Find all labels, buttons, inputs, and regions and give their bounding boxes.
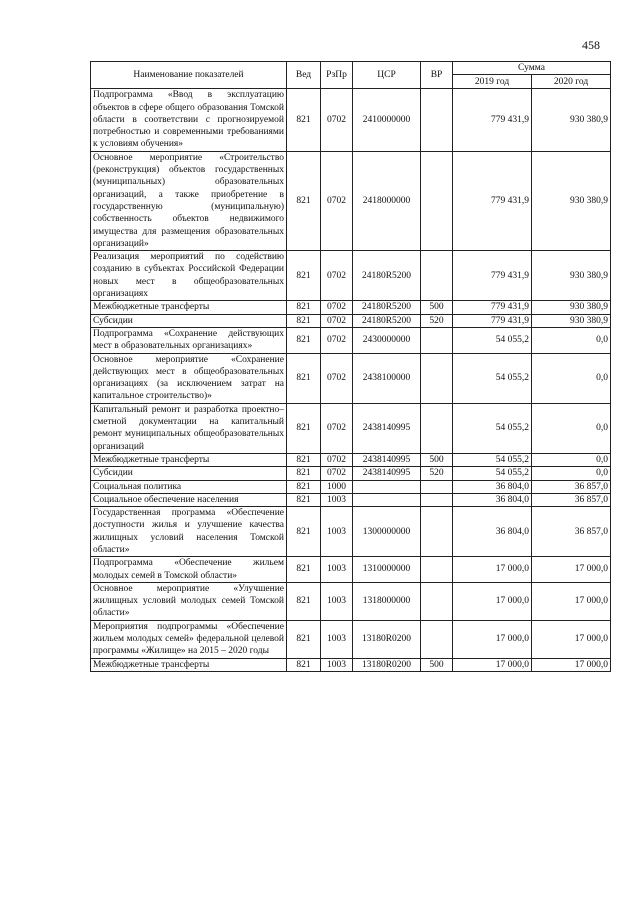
table-row	[91, 314, 611, 327]
row-csr: 1300000000	[353, 507, 421, 557]
row-name: Субсидии	[91, 314, 287, 327]
row-vr	[421, 251, 453, 301]
table-row	[91, 403, 611, 453]
row-amount-2020: 0,0	[532, 467, 611, 480]
table-row	[91, 507, 611, 557]
row-name: Подпрограмма «Сохранение действующих мест в образовательных организациях»	[91, 327, 287, 353]
row-vr	[421, 327, 453, 353]
header-ved: Вед	[287, 62, 321, 89]
row-csr: 2438140995	[353, 453, 421, 466]
row-rzpr: 0702	[321, 353, 353, 403]
row-name: Межбюджетные трансферты	[91, 301, 287, 314]
row-csr: 13180R0200	[353, 620, 421, 658]
row-amount-2019: 17 000,0	[453, 620, 532, 658]
row-vr	[421, 403, 453, 453]
row-amount-2019: 36 804,0	[453, 480, 532, 493]
row-ved: 821	[287, 89, 321, 151]
row-ved: 821	[287, 151, 321, 250]
table-row	[91, 327, 611, 353]
header-csr: ЦСР	[353, 62, 421, 89]
table-row	[91, 353, 611, 403]
row-amount-2019: 54 055,2	[453, 353, 532, 403]
row-vr: 500	[421, 658, 453, 671]
budget-table	[90, 61, 611, 672]
row-amount-2019: 17 000,0	[453, 557, 532, 583]
row-ved: 821	[287, 314, 321, 327]
row-amount-2020: 0,0	[532, 403, 611, 453]
row-rzpr: 0702	[321, 403, 353, 453]
row-rzpr: 1003	[321, 493, 353, 506]
row-name: Социальная политика	[91, 480, 287, 493]
row-name: Межбюджетные трансферты	[91, 453, 287, 466]
row-ved: 821	[287, 353, 321, 403]
row-amount-2020: 930 380,9	[532, 314, 611, 327]
row-vr	[421, 582, 453, 620]
row-csr: 2430000000	[353, 327, 421, 353]
row-csr: 24180R5200	[353, 314, 421, 327]
row-amount-2020: 17 000,0	[532, 620, 611, 658]
row-name: Основное мероприятие «Строительство (реконструкция) объектов государственных (муниципальных) образовательных организаций, а также приобретение в государственную (муниципальную) собственность объектов недвижимого имущества для размещения образовательных организаций»	[91, 151, 287, 250]
row-csr: 2410000000	[353, 89, 421, 151]
table-row	[91, 557, 611, 583]
row-amount-2019: 17 000,0	[453, 582, 532, 620]
row-rzpr: 1003	[321, 658, 353, 671]
row-rzpr: 1000	[321, 480, 353, 493]
row-amount-2020: 930 380,9	[532, 251, 611, 301]
row-rzpr: 0702	[321, 467, 353, 480]
row-amount-2020: 0,0	[532, 327, 611, 353]
row-amount-2020: 930 380,9	[532, 89, 611, 151]
row-amount-2019: 779 431,9	[453, 151, 532, 250]
row-ved: 821	[287, 467, 321, 480]
row-vr	[421, 493, 453, 506]
row-name: Социальное обеспечение населения	[91, 493, 287, 506]
header-summa: Сумма	[453, 62, 611, 75]
row-csr	[353, 480, 421, 493]
row-name: Подпрограмма «Ввод в эксплуатацию объектов в сфере общего образования Томской области в соответствии с прогнозируемой потребностью и современными требованиями к условиям обучения»	[91, 89, 287, 151]
row-vr: 520	[421, 314, 453, 327]
row-rzpr: 0702	[321, 89, 353, 151]
row-rzpr: 0702	[321, 453, 353, 466]
row-amount-2020: 930 380,9	[532, 301, 611, 314]
row-amount-2020: 17 000,0	[532, 658, 611, 671]
row-ved: 821	[287, 327, 321, 353]
row-amount-2019: 54 055,2	[453, 467, 532, 480]
row-csr: 13180R0200	[353, 658, 421, 671]
row-name: Субсидии	[91, 467, 287, 480]
row-rzpr: 1003	[321, 507, 353, 557]
row-amount-2019: 54 055,2	[453, 403, 532, 453]
table-row	[91, 480, 611, 493]
row-amount-2019: 54 055,2	[453, 327, 532, 353]
row-rzpr: 1003	[321, 620, 353, 658]
row-rzpr: 0702	[321, 251, 353, 301]
table-row	[91, 658, 611, 671]
row-vr	[421, 557, 453, 583]
header-vr: ВР	[421, 62, 453, 89]
row-vr	[421, 620, 453, 658]
row-amount-2020: 0,0	[532, 353, 611, 403]
row-csr: 24180R5200	[353, 301, 421, 314]
header-year-2020: 2020 год	[532, 75, 611, 89]
table-row	[91, 151, 611, 250]
row-name: Подпрограмма «Обеспечение жильем молодых семей в Томской области»	[91, 557, 287, 583]
row-rzpr: 0702	[321, 151, 353, 250]
table-row	[91, 467, 611, 480]
row-vr: 520	[421, 467, 453, 480]
row-amount-2020: 36 857,0	[532, 507, 611, 557]
row-ved: 821	[287, 658, 321, 671]
row-name: Межбюджетные трансферты	[91, 658, 287, 671]
row-rzpr: 1003	[321, 557, 353, 583]
row-name: Основное мероприятие «Сохранение действующих мест в общеобразовательных организациях (за исключением затрат на капитальное строительство)»	[91, 353, 287, 403]
row-rzpr: 0702	[321, 327, 353, 353]
row-amount-2019: 779 431,9	[453, 301, 532, 314]
row-rzpr: 1003	[321, 582, 353, 620]
row-vr: 500	[421, 301, 453, 314]
header-year-2019: 2019 год	[453, 75, 532, 89]
row-amount-2019: 54 055,2	[453, 453, 532, 466]
row-amount-2020: 17 000,0	[532, 582, 611, 620]
header-name: Наименование показателей	[91, 62, 287, 89]
row-amount-2019: 779 431,9	[453, 251, 532, 301]
row-vr	[421, 151, 453, 250]
row-vr	[421, 89, 453, 151]
table-row	[91, 89, 611, 151]
row-ved: 821	[287, 582, 321, 620]
row-amount-2020: 17 000,0	[532, 557, 611, 583]
row-name: Государственная программа «Обеспечение доступности жилья и улучшение качества жилищных условий населения Томской области»	[91, 507, 287, 557]
row-csr: 1318000000	[353, 582, 421, 620]
row-name: Основное мероприятие «Улучшение жилищных условий молодых семей Томской области»	[91, 582, 287, 620]
row-amount-2019: 779 431,9	[453, 89, 532, 151]
row-ved: 821	[287, 301, 321, 314]
table-row	[91, 251, 611, 301]
table-row	[91, 620, 611, 658]
row-rzpr: 0702	[321, 314, 353, 327]
table-body	[91, 89, 611, 672]
row-csr: 2438140995	[353, 403, 421, 453]
row-amount-2019: 779 431,9	[453, 314, 532, 327]
row-name: Мероприятия подпрограммы «Обеспечение жильем молодых семей» федеральной целевой программы «Жилище» на 2015 – 2020 годы	[91, 620, 287, 658]
row-csr: 2438100000	[353, 353, 421, 403]
row-csr	[353, 493, 421, 506]
row-name: Реализация мероприятий по содействию созданию в субъектах Российской Федерации новых мест в общеобразовательных организациях	[91, 251, 287, 301]
row-amount-2019: 36 804,0	[453, 507, 532, 557]
row-vr: 500	[421, 453, 453, 466]
row-ved: 821	[287, 480, 321, 493]
row-amount-2019: 36 804,0	[453, 493, 532, 506]
row-ved: 821	[287, 251, 321, 301]
table-row	[91, 493, 611, 506]
row-ved: 821	[287, 557, 321, 583]
row-ved: 821	[287, 453, 321, 466]
table-row	[91, 301, 611, 314]
page-number: 458	[582, 38, 600, 52]
row-ved: 821	[287, 507, 321, 557]
table-row	[91, 582, 611, 620]
row-vr	[421, 480, 453, 493]
row-amount-2019: 17 000,0	[453, 658, 532, 671]
row-csr: 2438140995	[353, 467, 421, 480]
table-row	[91, 453, 611, 466]
row-rzpr: 0702	[321, 301, 353, 314]
row-ved: 821	[287, 493, 321, 506]
row-name: Капитальный ремонт и разработка проектно–сметной документации на капитальный ремонт муниципальных общеобразовательных организаций	[91, 403, 287, 453]
row-amount-2020: 0,0	[532, 453, 611, 466]
row-amount-2020: 36 857,0	[532, 493, 611, 506]
row-csr: 24180R5200	[353, 251, 421, 301]
header-rzpr: РзПр	[321, 62, 353, 89]
row-ved: 821	[287, 403, 321, 453]
row-ved: 821	[287, 620, 321, 658]
row-amount-2020: 930 380,9	[532, 151, 611, 250]
row-csr: 1310000000	[353, 557, 421, 583]
row-vr	[421, 507, 453, 557]
row-vr	[421, 353, 453, 403]
row-csr: 2418000000	[353, 151, 421, 250]
row-amount-2020: 36 857,0	[532, 480, 611, 493]
